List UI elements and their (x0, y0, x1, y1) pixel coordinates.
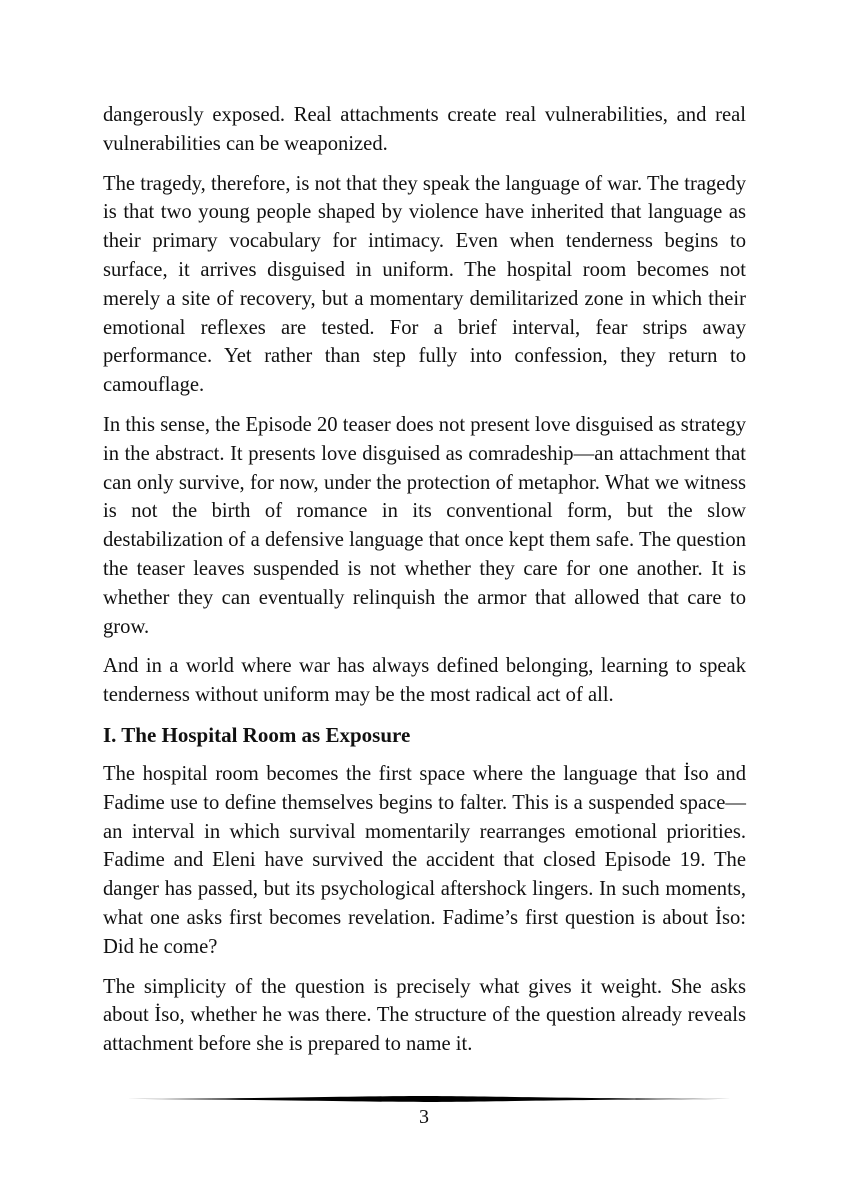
paragraph-2: The tragedy, therefore, is not that they speak the language of war. The tragedy is that two young people shaped by violence have inherited that language as their primary vocabulary for intimacy. Even when tenderness begins to surface, it arrives disguised in uniform. The hospital room becomes not merely a site of recovery, but a momentary demilitarized zone in which their emotional reflexes are tested. For a brief interval, fear strips away performance. Yet rather than step fully into confession, they return to camouflage. (103, 172, 746, 397)
section-paragraph-1: The hospital room becomes the first space where the language that İso and Fadime use to define themselves begins to falter. This is a suspended space—an interval in which survival momentarily rearranges emotional priorities. Fadime and Eleni have survived the accident that closed Episode 19. The danger has passed, but its psychological aftershock lingers. In such moments, what one asks first becomes revelation. Fadime’s first question is about İso: Did he come? (103, 762, 746, 958)
section-paragraph-2: The simplicity of the question is precisely what gives it weight. She asks about İso, whether he was there. The structure of the question already reveals attachment before she is prepared to name it. (103, 975, 746, 1056)
paragraph-3: In this sense, the Episode 20 teaser does not present love disguised as strategy in the abstract. It presents love disguised as comradeship—an attachment that can only survive, for now, under the protection of metaphor. What we witness is not the birth of romance in its conventional form, but the slow destabilization of a defensive language that once kept them safe. The question the teaser leaves suspended is not whether they care for one another. It is whether they can eventually relinquish the armor that allowed that care to grow. (103, 413, 746, 638)
footer-rule (117, 1095, 731, 1103)
page-number: 3 (419, 1106, 429, 1128)
section-heading: I. The Hospital Room as Exposure (103, 722, 411, 747)
paragraph-1: dangerously exposed. Real attachments create real vulnerabilities, and real vulnerabilities can be weaponized. (103, 104, 746, 155)
document-body (103, 101, 746, 1070)
paragraph-4: And in a world where war has always defined belonging, learning to speak tenderness without uniform may be the most radical act of all. (103, 655, 746, 707)
